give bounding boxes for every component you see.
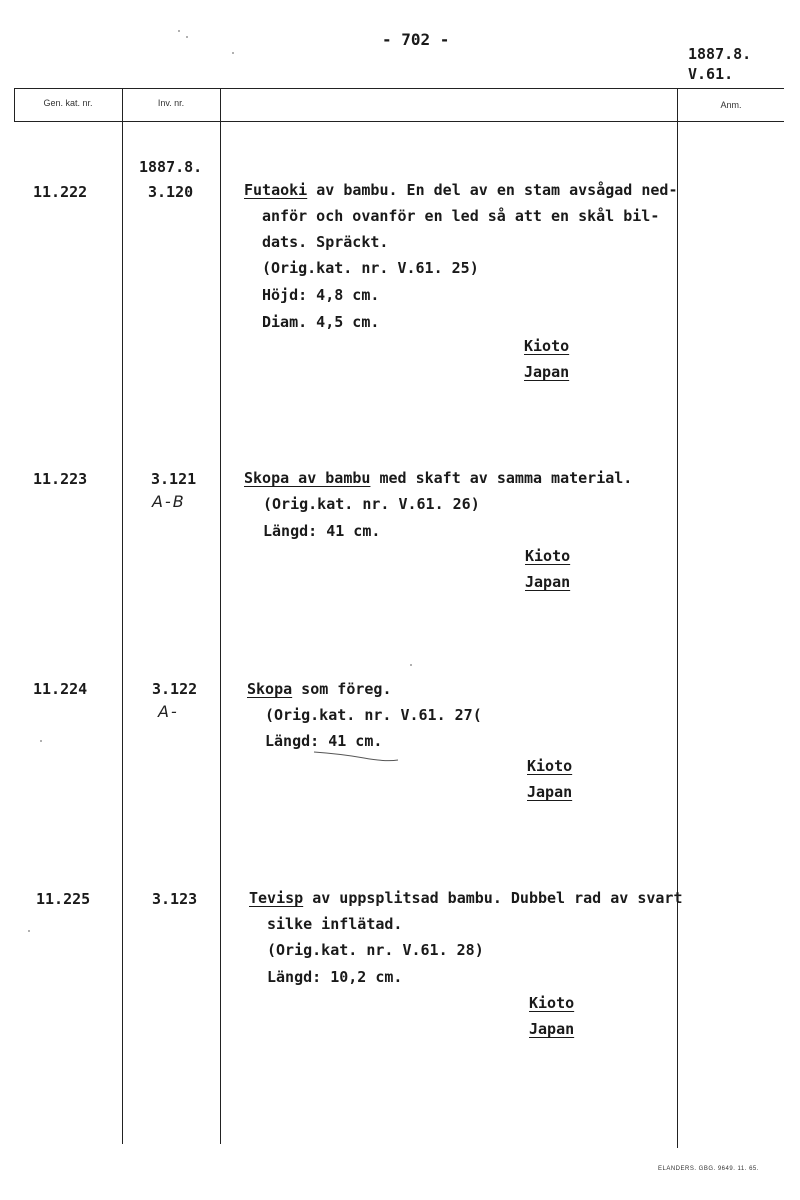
scan-speck (40, 740, 42, 742)
place-country: Japan (524, 363, 570, 381)
description-line: dats. Spräckt. (262, 233, 389, 251)
original-catalog-number: (Orig.kat. nr. V.61. 28) (267, 941, 484, 959)
handwritten-pencil-stroke (312, 748, 402, 764)
inv-number: 3.120 (148, 183, 194, 201)
inv-series-label: 1887.8. (139, 158, 203, 176)
description-line: Skopa av bambu med skaft av samma material. (244, 469, 633, 487)
place-city: Kioto (524, 337, 570, 355)
object-title: Tevisp (249, 889, 304, 907)
scan-speck (178, 30, 180, 32)
header-bottom-rule (14, 121, 784, 122)
printer-mark: ELANDERS. GBG. 9649. 11. 65. (658, 1166, 759, 1172)
column-divider-1 (122, 88, 123, 1144)
place-country: Japan (525, 573, 571, 591)
page-number: - 702 - (382, 30, 450, 49)
gen-kat-number: 11.222 (33, 183, 88, 201)
measurement: Längd: 41 cm. (265, 732, 383, 750)
place-country: Japan (527, 783, 573, 801)
series-reference-line2: V.61. (688, 65, 734, 83)
scan-speck (186, 36, 188, 38)
gen-kat-number: 11.223 (33, 470, 88, 488)
description-line: anför och ovanför en led så att en skål bil- (262, 207, 660, 225)
column-header-gen-kat-nr: Gen. kat. nr. (43, 98, 93, 108)
column-divider-3 (677, 88, 678, 1148)
description-line: Tevisp av uppsplitsad bambu. Dubbel rad av svart (249, 889, 683, 907)
scan-speck (410, 664, 412, 666)
inv-number: 3.122 (152, 680, 198, 698)
column-header-inv-nr: Inv. nr. (157, 98, 185, 108)
description-line: silke inflätad. (267, 915, 403, 933)
object-title: Futaoki (244, 181, 308, 199)
scan-speck (232, 52, 234, 54)
inv-number: 3.123 (152, 890, 198, 908)
gen-kat-number: 11.224 (33, 680, 88, 698)
object-title: Skopa (247, 680, 293, 698)
scan-speck (28, 930, 30, 932)
series-reference-line1: 1887.8. (688, 45, 752, 63)
measurement: Diam. 4,5 cm. (262, 313, 380, 331)
handwritten-inv-note: A- (158, 702, 179, 721)
table-top-rule (14, 88, 784, 89)
description-line: Skopa som föreg. (247, 680, 392, 698)
column-header-anm: Anm. (720, 100, 742, 110)
handwritten-inv-note: A-B (152, 492, 186, 511)
gen-kat-number: 11.225 (36, 890, 91, 908)
column-divider-2 (220, 88, 221, 1144)
original-catalog-number: (Orig.kat. nr. V.61. 27( (265, 706, 482, 724)
object-title: Skopa av bambu (244, 469, 371, 487)
description-line: Futaoki av bambu. En del av en stam avsågad ned- (244, 181, 678, 199)
place-city: Kioto (527, 757, 573, 775)
place-country: Japan (529, 1020, 575, 1038)
original-catalog-number: (Orig.kat. nr. V.61. 25) (262, 259, 479, 277)
place-city: Kioto (525, 547, 571, 565)
series-reference (688, 44, 751, 84)
measurement: Längd: 41 cm. (263, 522, 381, 540)
place-city: Kioto (529, 994, 575, 1012)
inv-number: 3.121 (151, 470, 197, 488)
measurement: Längd: 10,2 cm. (267, 968, 403, 986)
measurement: Höjd: 4,8 cm. (262, 286, 380, 304)
original-catalog-number: (Orig.kat. nr. V.61. 26) (263, 495, 480, 513)
